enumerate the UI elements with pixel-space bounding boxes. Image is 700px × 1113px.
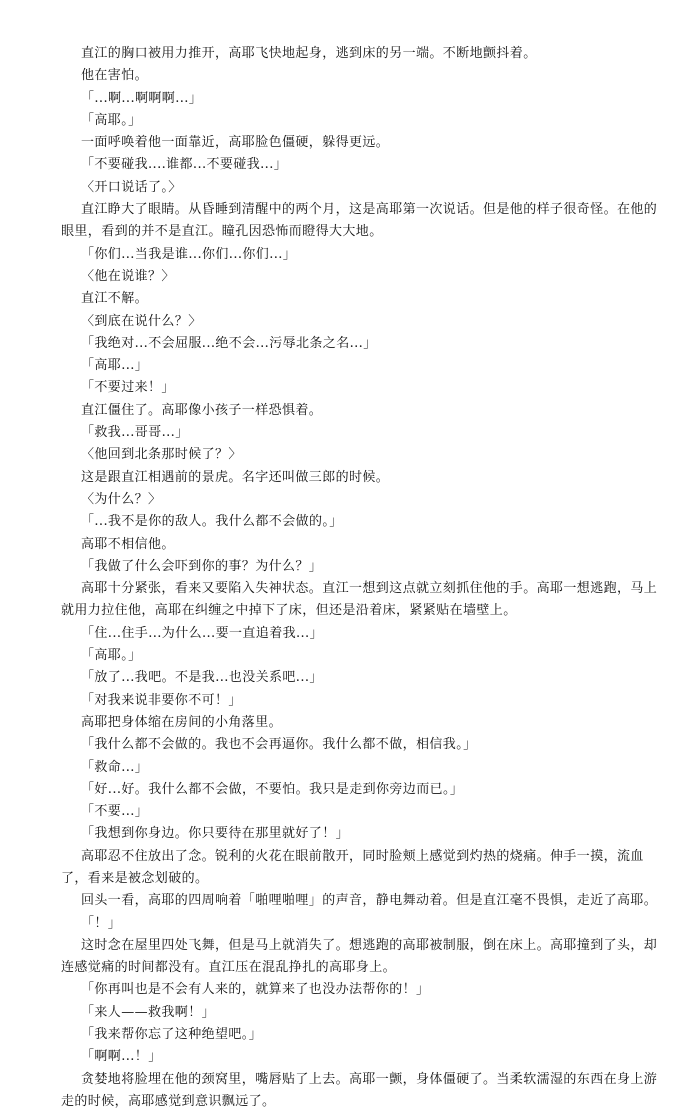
- paragraph: 「...啊...啊啊啊...」: [81, 90, 203, 106]
- paragraph: 直江僵住了。高耶像小孩子一样恐惧着。: [81, 402, 323, 418]
- paragraph: 〈为什么？〉: [81, 491, 162, 507]
- paragraph: 直江不解。: [81, 291, 149, 307]
- paragraph: 「你们...当我是谁...你们...你们...」: [81, 246, 297, 262]
- paragraph: 「我什么都不会做的。我也不会再逼你。我什么都不做，相信我。」: [81, 737, 477, 753]
- paragraph: 「...我不是你的敌人。我什么都不会做的。」: [81, 514, 343, 530]
- paragraph: 这是跟直江相遇前的景虎。名字还叫做三郎的时候。: [81, 469, 390, 485]
- paragraph: 「不要...」: [81, 804, 149, 820]
- paragraph: 高耶忍不住放出了念。锐利的火花在眼前散开，同时脸颊上感觉到灼热的烧痛。伸手一摸，流血了，看来是被念划破的。: [61, 848, 644, 886]
- paragraph: 「我绝对...不会屈服...绝不会...污辱北条之名...」: [81, 335, 377, 351]
- paragraph: 他在害怕。: [81, 68, 149, 84]
- paragraph: 高耶十分紧张，看来又要陷入失神状态。直江一想到这点就立刻抓住他的手。高耶一想逃跑，马上就用力拉住他，高耶在纠缠之中掉下了床，但还是沿着床，紧紧贴在墙壁上。: [61, 581, 658, 619]
- paragraph: 贪婪地将脸埋在他的颈窝里，嘴唇贴了上去。高耶一颤，身体僵硬了。当柔软濡湿的东西在身上游走的时候，高耶感觉到意识飘远了。: [61, 1071, 658, 1109]
- paragraph: 「高耶。」: [81, 648, 142, 664]
- paragraph: 高耶把身体缩在房间的小角落里。: [81, 714, 283, 730]
- paragraph: 「好...好。我什么都不会做，不要怕。我只是走到你旁边而已。」: [81, 781, 464, 797]
- paragraph: 「不要过来！」: [81, 380, 175, 396]
- paragraph: 「我想到你身边。你只要待在那里就好了！」: [81, 826, 350, 842]
- paragraph: 「住...住手...为什么...要一直追着我...」: [81, 625, 323, 641]
- paragraph: 〈他回到北条那时候了？〉: [81, 447, 242, 463]
- paragraph: 直江的胸口被用力推开，高耶飞快地起身，逃到床的另一端。不断地颤抖着。: [81, 46, 537, 61]
- paragraph: 「救我...哥哥...」: [81, 425, 189, 441]
- paragraph: 「不要碰我....谁都...不要碰我...」: [81, 157, 288, 173]
- paragraph: 「对我来说非要你不可！」: [81, 692, 242, 708]
- paragraph: 「救命...」: [81, 759, 149, 775]
- paragraph: 「放了...我吧。不是我...也没关系吧...」: [81, 670, 323, 686]
- paragraph: 这时念在屋里四处飞舞，但是马上就消失了。想逃跑的高耶被制服，倒在床上。高耶撞到了头，却连感觉痛的时间都没有。直江压在混乱挣扎的高耶身上。: [61, 937, 658, 976]
- paragraph: 「高耶。」: [81, 112, 142, 128]
- paragraph: 「高耶...」: [81, 358, 149, 374]
- paragraph: 「啊啊...！」: [81, 1049, 162, 1065]
- paragraph: 「我做了什么会吓到你的事？为什么？」: [81, 558, 323, 574]
- paragraph: 「！」: [81, 915, 122, 931]
- paragraph: 「你再叫也是不会有人来的，就算来了也没办法帮你的！」: [81, 982, 430, 998]
- paragraph: 〈他在说谁？〉: [81, 268, 175, 284]
- paragraph: 「来人——救我啊！」: [81, 1004, 216, 1020]
- paragraph: 回头一看，高耶的四周响着「啪哩啪哩」的声音，静电舞动着。但是直江毫不畏惧，走近了高耶。: [81, 893, 658, 909]
- paragraph: 高耶不相信他。: [81, 536, 175, 552]
- paragraph: 直江睁大了眼睛。从昏睡到清醒中的两个月，这是高耶第一次说话。但是他的样子很奇怪。在他的眼里，看到的并不是直江。瞳孔因恐怖而瞪得大大地。: [61, 202, 658, 240]
- paragraph: 一面呼唤着他一面靠近，高耶脸色僵硬，躲得更远。: [81, 135, 390, 151]
- paragraph: 「我来帮你忘了这种绝望吧。」: [81, 1027, 263, 1043]
- paragraph: 〈开口说话了。〉: [81, 179, 182, 195]
- paragraph: 〈到底在说什么？〉: [81, 313, 202, 329]
